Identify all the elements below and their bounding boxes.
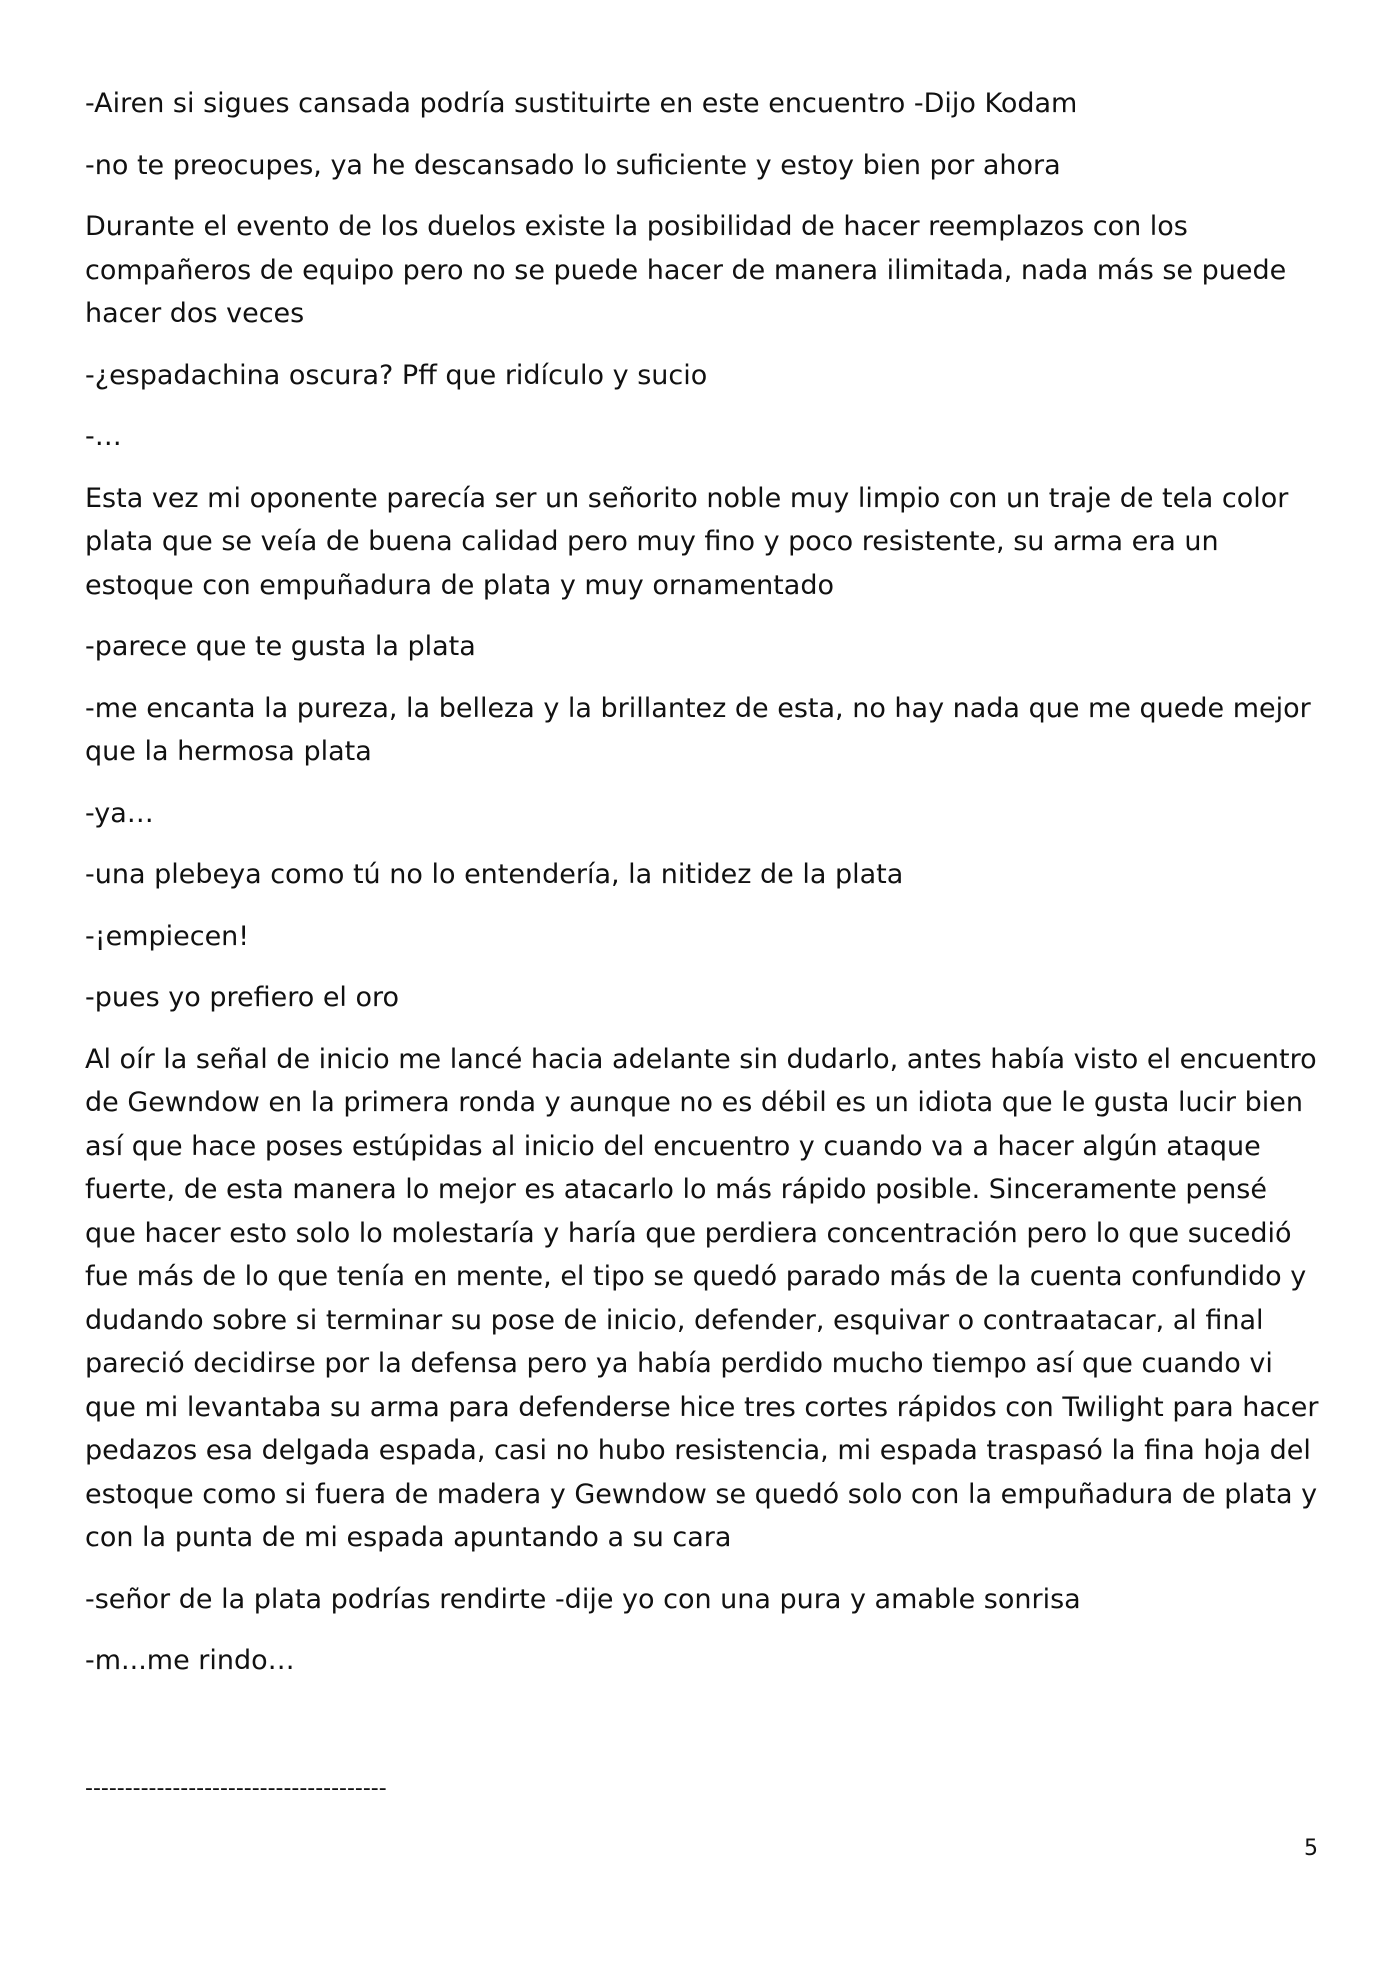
section-separator: --------------------------------------	[85, 1776, 387, 1801]
paragraph: -me encanta la pureza, la belleza y la brillantez de esta, no hay nada que me quede mejor que la hermosa plata	[85, 692, 1311, 767]
paragraph: Durante el evento de los duelos existe la posibilidad de hacer reemplazos con los compañeros de equipo pero no se puede hacer de manera ilimitada, nada más se puede hacer dos veces	[85, 211, 1287, 329]
paragraph: -no te preocupes, ya he descansado lo suficiente y estoy bien por ahora	[85, 149, 1061, 181]
paragraph: -parece que te gusta la plata	[85, 631, 476, 662]
paragraph: -Airen si sigues cansada podría sustituirte en este encuentro -Dijo Kodam	[85, 88, 1078, 119]
paragraph: -pues yo prefiero el oro	[85, 982, 400, 1013]
paragraph: -señor de la plata podrías rendirte -dije yo con una pura y amable sonrisa	[85, 1583, 1081, 1615]
paragraph: Al oír la señal de inicio me lancé hacia adelante sin dudarlo, antes había visto el encuentro de Gewndow en la primera ronda y aunque no es débil es un idiota que le gusta lucir bien así que hace poses estúpidas al inicio del encuentro y cuando va a hacer algún ataque fuerte, de esta manera lo mejor es atacarlo lo más rápido posible. Sinceramente pensé que hacer esto solo lo molestaría y haría que perdiera concentración pero lo que sucedió fue más de lo que tenía en mente, el tipo se quedó parado más de la cuenta confundido y dudando sobre si terminar su pose de inicio, defender, esquivar o contraatacar, al final pareció decidirse por la defensa pero ya había perdido mucho tiempo así que cuando vi que mi levantaba su arma para defenderse hice tres cortes rápidos con Twilight para hacer pedazos esa delgada espada, casi no hubo resistencia, mi espada traspasó la fina hoja del estoque como si fuera de madera y Gewndow se quedó solo con la empuñadura de plata y con la punta de mi espada apuntando a su cara	[85, 1043, 1319, 1553]
document-body	[85, 82, 1325, 1701]
paragraph: -ya…	[85, 797, 154, 829]
paragraph: -una plebeya como tú no lo entendería, la nitidez de la plata	[85, 859, 904, 890]
paragraph: -¿espadachina oscura? Pff que ridículo y sucio	[85, 359, 708, 391]
paragraph: Esta vez mi oponente parecía ser un señorito noble muy limpio con un traje de tela color plata que se veía de buena calidad pero muy fino y poco resistente, su arma era un estoque con empuñadura de plata y muy ornamentado	[85, 482, 1289, 601]
page-number: 5	[1304, 1836, 1318, 1861]
paragraph: -m...me rindo…	[85, 1645, 295, 1676]
paragraph: -¡empiecen!	[85, 920, 250, 952]
paragraph: -…	[85, 421, 122, 452]
